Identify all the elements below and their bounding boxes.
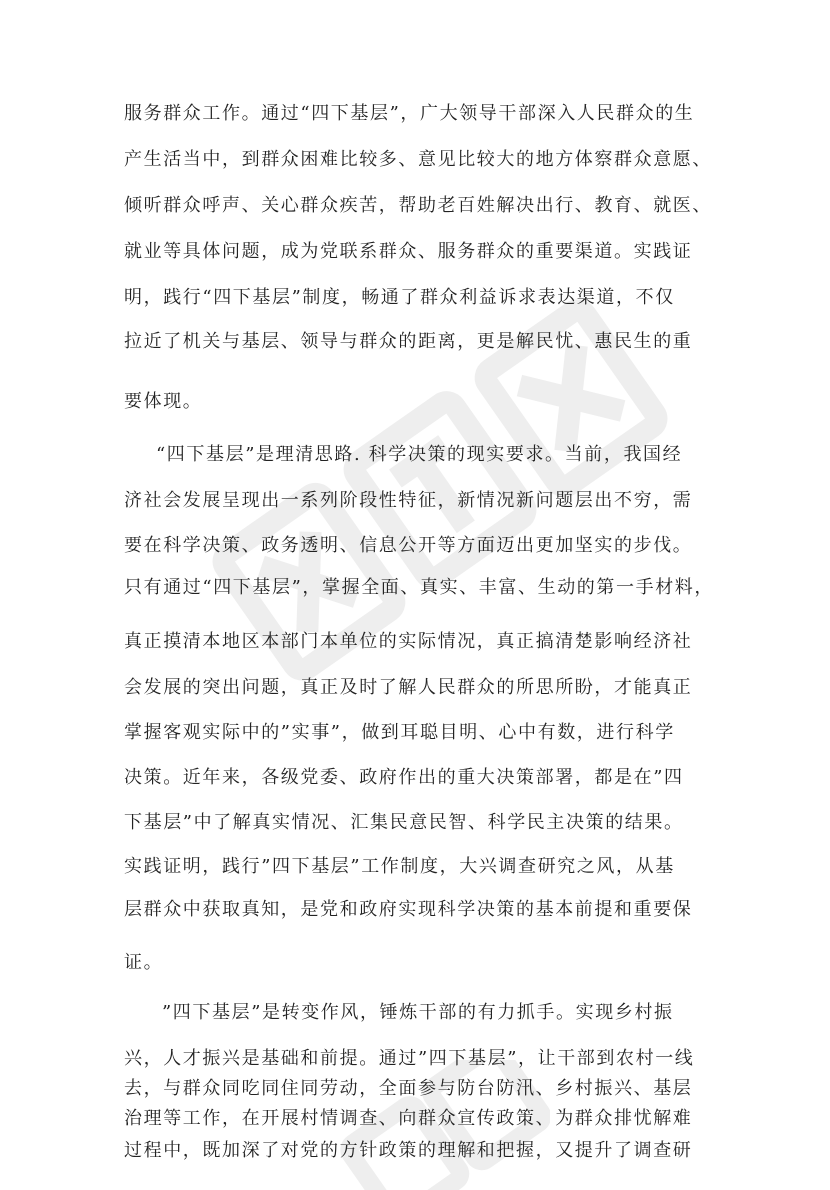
text-line: 服务群众工作。通过“四下基层”，广大领导干部深入人民群众的生	[124, 103, 695, 124]
text-line: 真正摸清本地区本部门本单位的实际情况，真正搞清楚影响经济社	[124, 631, 693, 652]
text-line: 拉近了机关与基层、领导与群众的距离，更是解民忧、惠民生的重	[124, 331, 693, 352]
text-line: 会发展的突出问题，真正及时了解人民群众的所思所盼，才能真正	[124, 677, 693, 698]
text-line: 济社会发展呈现出一系列阶段性特征，新情况新问题层出不穷，需	[124, 490, 693, 511]
text-line: 证。	[124, 952, 164, 973]
text-line: 层群众中获取真知，是党和政府实现科学决策的基本前提和重要保	[124, 899, 693, 920]
text-line: 去，与群众同吃同住同劳动，全面参与防台防汛、乡村振兴、基层	[124, 1078, 693, 1099]
text-line: 产生活当中，到群众困难比较多、意见比较大的地方体察群众意愿、	[124, 149, 712, 170]
text-line: 倾听群众呼声、关心群众疾苦，帮助老百姓解决出行、教育、就医、	[124, 195, 712, 216]
text-line: 明，践行“四下基层”制度，畅通了群众利益诉求表达渠道，不仅	[124, 287, 675, 308]
paragraph-first-line: “四下基层”是理清思路. 科学决策的现实要求。当前，我国经	[156, 444, 683, 465]
text-line: 掌握客观实际中的”实事”，做到耳聪目明、心中有数，进行科学	[124, 722, 675, 743]
text-line: 就业等具体问题，成为党联系群众、服务群众的重要渠道。实践证	[124, 241, 693, 262]
text-line: 治理等工作，在开展村情调查、向群众宣传政策、为群众排忧解难	[124, 1108, 693, 1129]
text-line: 兴，人才振兴是基础和前提。通过”四下基层”，让干部到农村一线	[124, 1048, 695, 1069]
text-line: 决策。近年来，各级党委、政府作出的重大决策部署，都是在”四	[124, 767, 684, 788]
text-line: 要在科学决策、政务透明、信息公开等方面迈出更加坚实的步伐。	[124, 535, 693, 556]
paragraph-first-line: ”四下基层”是转变作风，锤炼干部的有力抓手。实现乡村振	[162, 1002, 674, 1023]
text-line: 下基层”中了解真实情况、汇集民意民智、科学民主决策的结果。	[124, 812, 684, 833]
text-line: 要体现。	[124, 391, 203, 412]
text-line: 只有通过“四下基层”，掌握全面、真实、丰富、生动的第一手材料，	[124, 577, 715, 598]
text-line: 过程中，既加深了对党的方针政策的理解和把握，又提升了调查研	[124, 1140, 693, 1161]
text-line: 实践证明，践行”四下基层”工作制度，大兴调查研究之风，从基	[124, 856, 675, 877]
